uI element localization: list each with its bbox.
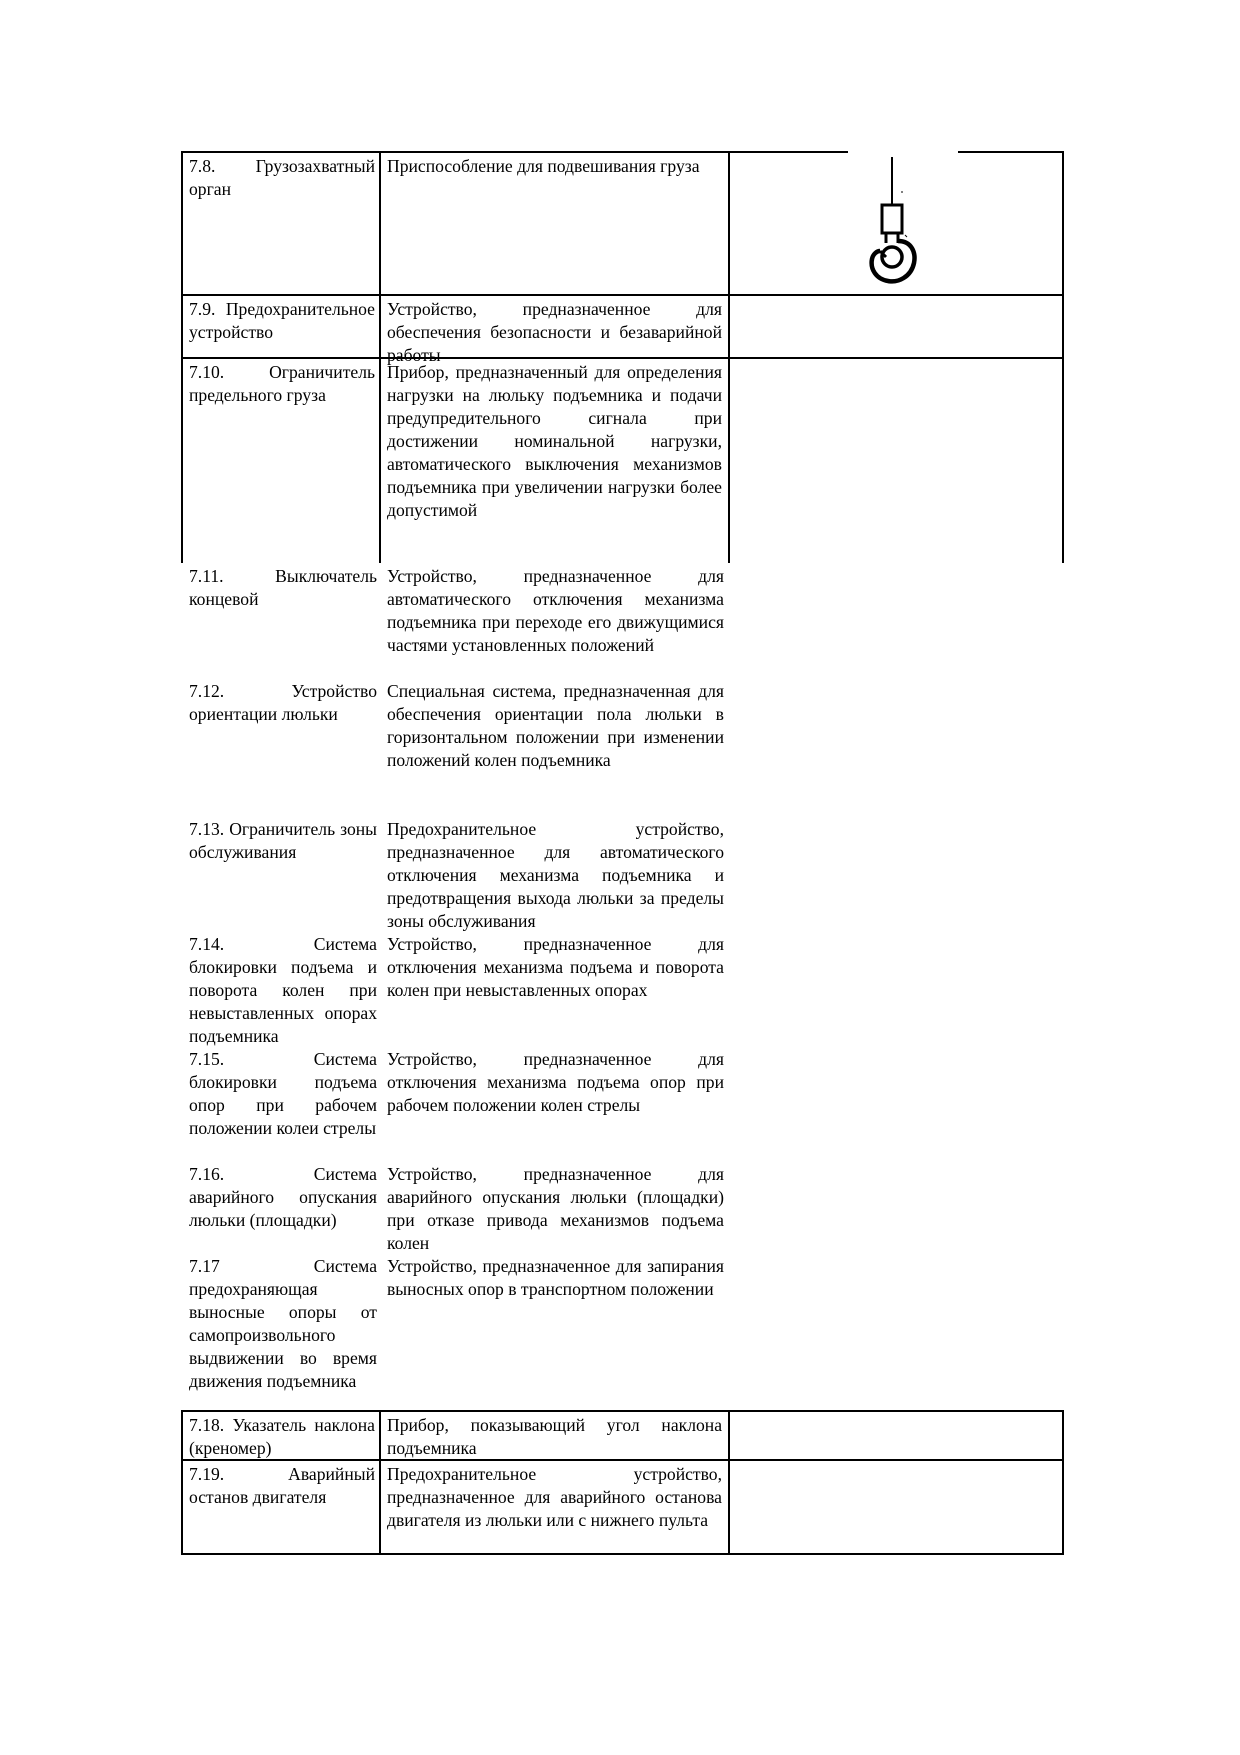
definition-cell: Устройство, предназначенное для автоматического отключения механизма подъемника при переходе его движущимися частями установленных положений bbox=[387, 566, 724, 655]
term-cell: 7.9. Предохранительное устройство bbox=[183, 296, 381, 357]
definition-cell: Устройство, предназначенное для аварийного опускания люльки (площадки) при отказе привода механизмов подъема колен bbox=[387, 1164, 724, 1253]
table-row bbox=[181, 1046, 1064, 1161]
term-cell: 7.10. Ограничитель предельного груза bbox=[183, 359, 381, 563]
table-row bbox=[181, 1459, 1064, 1555]
term-cell: 7.13. Ограничитель зоны обслуживания bbox=[189, 819, 377, 862]
table-row bbox=[181, 1410, 1064, 1459]
definition-cell: Предохранительное устройство, предназначенное для автоматического отключения механизма подъемника и предотвращения выхода люльки за пределы зоны обслуживания bbox=[387, 819, 724, 931]
illustration-cell bbox=[730, 1461, 1062, 1553]
table-row bbox=[181, 563, 1064, 678]
table-row bbox=[181, 816, 1064, 931]
illustration-cell bbox=[730, 296, 1062, 357]
illustration-cell bbox=[730, 153, 1062, 294]
illustration-cell bbox=[730, 1412, 1062, 1459]
term-cell: 7.18. Указатель наклона (креномер) bbox=[183, 1412, 381, 1459]
table-row bbox=[181, 931, 1064, 1046]
definition-cell: Прибор, показывающий угол наклона подъемника bbox=[381, 1412, 730, 1459]
definition-cell: Специальная система, предназначенная для обеспечения ориентации пола люльки в горизонтальном положении при изменении положений колен подъемника bbox=[387, 681, 724, 770]
table-row bbox=[181, 1253, 1064, 1410]
definition-cell: Устройство, предназначенное для отключения механизма подъема опор при рабочем положении колен стрелы bbox=[387, 1049, 724, 1115]
term-cell: 7.12. Устройство ориентации люльки bbox=[189, 681, 377, 724]
term-cell: 7.11. Выключатель концевой bbox=[189, 566, 377, 609]
term-cell: 7.8. Грузозахватный орган bbox=[183, 153, 381, 294]
term-cell: 7.15. Система блокировки подъема опор при рабочем положении колеи стрелы bbox=[189, 1049, 377, 1138]
definition-cell: Предохранительное устройство, предназначенное для аварийного останова двигателя из люльки или с нижнего пульта bbox=[381, 1461, 730, 1553]
table-row bbox=[181, 678, 1064, 816]
term-cell: 7.17 Система предохраняющая выносные опоры от самопроизвольного выдвижении во время движения подъемника bbox=[189, 1256, 377, 1391]
illustration-cell bbox=[730, 359, 1062, 563]
crane-hook-icon bbox=[860, 157, 940, 291]
table-row bbox=[181, 151, 1064, 294]
term-cell: 7.16. Система аварийного опускания люльки (площадки) bbox=[189, 1164, 377, 1230]
definition-cell: Устройство, предназначенное для обеспечения безопасности и безаварийной работы bbox=[381, 296, 730, 357]
term-cell: 7.14. Система блокировки подъема и поворота колен при невыставленных опорах подъемника bbox=[189, 934, 377, 1046]
table-row bbox=[181, 1161, 1064, 1253]
table-row bbox=[181, 294, 1064, 365]
table-row bbox=[181, 357, 1064, 563]
definition-cell: Устройство, предназначенное для отключения механизма подъема и поворота колен при невыставленных опорах bbox=[387, 934, 724, 1000]
definition-cell: Прибор, предназначенный для определения нагрузки на люльку подъемника и подачи предупредительного сигнала при достижении номинальной нагрузки, автоматического выключения механизмов подъемника при увеличении нагрузки более допустимой bbox=[381, 359, 730, 563]
definition-cell: Приспособление для подвешивания груза bbox=[381, 153, 730, 294]
term-cell: 7.19. Аварийный останов двигателя bbox=[183, 1461, 381, 1553]
definition-cell: Устройство, предназначенное для запирания выносных опор в транспортном положении bbox=[387, 1256, 724, 1299]
terms-table bbox=[181, 151, 1064, 1555]
